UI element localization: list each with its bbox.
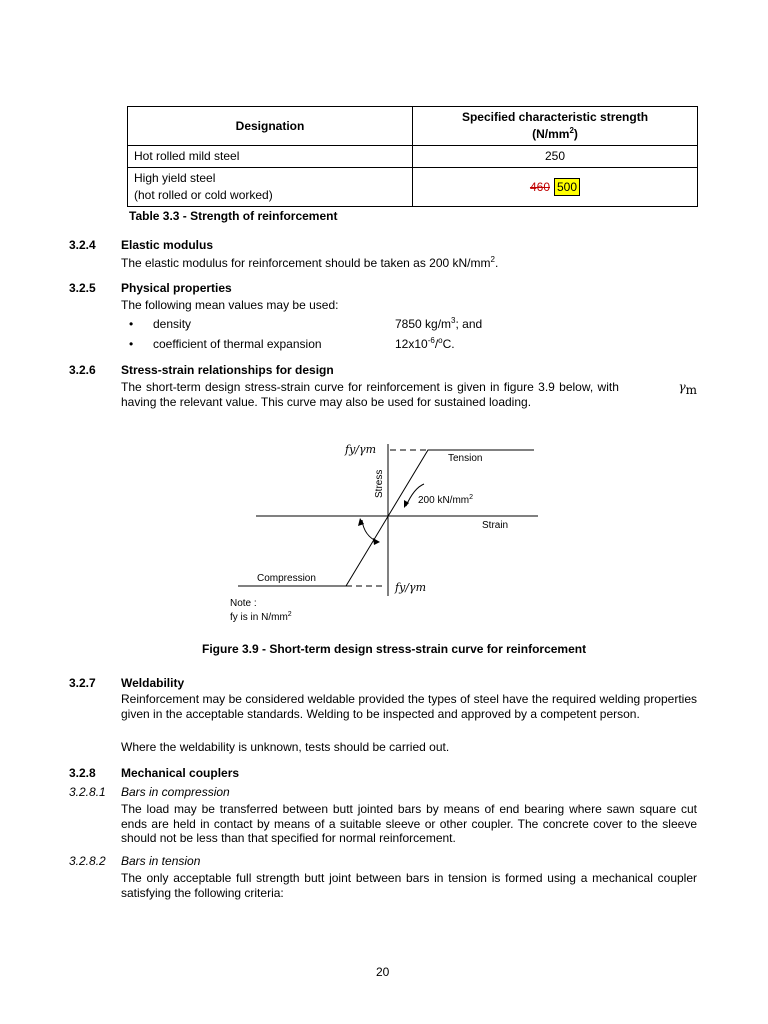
section-number: 3.2.7 [69, 676, 96, 690]
property-label: coefficient of thermal expansion [153, 337, 322, 351]
tension-label: Tension [448, 453, 483, 464]
section-title: Elastic modulus [121, 238, 214, 252]
elastic-modulus-text: The elastic modulus for reinforcement should be taken as 200 $kN/mm^2$. [121, 255, 499, 270]
physical-properties-intro: The following mean values may be used: [121, 298, 339, 312]
stress-label: Stress [374, 469, 385, 498]
subsection-number: 3.2.8.2 [69, 854, 106, 868]
note-text: fy is in $N/mm^2$ [230, 611, 292, 623]
compression-label: Compression [257, 573, 316, 584]
note-title: Note : [230, 598, 257, 609]
stress-strain-figure [228, 436, 548, 626]
table-cell-value [413, 168, 698, 207]
section-title: Physical properties [121, 281, 232, 295]
highlighted-value: 500 [554, 178, 580, 196]
subsection-number: 3.2.8.1 [69, 785, 106, 799]
section-number: 3.2.6 [69, 363, 96, 377]
table-header-designation: Designation [128, 107, 413, 146]
strain-label: Strain [482, 520, 509, 531]
section-number: 3.2.4 [69, 238, 96, 252]
section-number: 3.2.8 [69, 766, 96, 780]
section-title: Weldability [121, 676, 185, 690]
fy-gamma-bottom-label: fy/γm [395, 581, 426, 594]
table-header-strength: Specified characteristic strength $(N/mm^2)$ [413, 107, 698, 146]
subsection-title: Bars in compression [121, 785, 230, 799]
table-cell-designation: Hot rolled mild steel [128, 146, 413, 168]
table-row [128, 168, 698, 207]
section-number: 3.2.5 [69, 281, 96, 295]
bullet-icon: • [129, 337, 134, 351]
stress-strain-curve [238, 450, 534, 586]
fy-gamma-top-label: fy/γm [345, 443, 376, 456]
property-value: 7850 $kg/m^3$; and [395, 316, 483, 331]
modulus-label: 200 $kN/mm^2$ [418, 494, 474, 506]
table-cell-value: 250 [413, 146, 698, 168]
angle-arc [362, 520, 378, 542]
subsection-title: Bars in tension [121, 854, 201, 868]
property-value: $12x10^{-6}/^oC$. [395, 336, 455, 351]
table-cell-designation: High yield steel (hot rolled or cold worked) [128, 168, 413, 207]
bars-compression-para: The load may be transferred between butt jointed bars by means of end bearing where sawn square cut ends are held in contact by means of a suitable sleeve or other coupler. The concrete cover to the sleeve should not be less than that specified for normal reinforcement. [121, 802, 697, 845]
property-label: density [153, 317, 192, 331]
stress-strain-para: The short-term design stress-strain curve for reinforcement is given in figure 3.9 below, with γm having the relevant value. This curve may also be used for sustained loading. [121, 380, 697, 409]
bullet-icon: • [129, 317, 134, 331]
strength-table [127, 106, 698, 207]
figure-caption: Figure 3.9 - Short-term design stress-strain curve for reinforcement [202, 642, 587, 656]
table-row [128, 146, 698, 168]
weldability-para: Reinforcement may be considered weldable provided the types of steel have the required welding properties given in the acceptable standards. Welding to be inspected and approved by a competent person. [121, 692, 697, 721]
table-caption: Table 3.3 - Strength of reinforcement [129, 209, 338, 223]
arrow-head-icon [373, 538, 380, 545]
struck-value: 460 [529, 179, 550, 194]
section-title: Stress-strain relationships for design [121, 363, 334, 377]
bars-tension-para: The only acceptable full strength butt joint between bars in tension is formed using a mechanical coupler satisfying the following criteria: [121, 871, 697, 900]
section-title: Mechanical couplers [121, 766, 240, 780]
weldability-note: Where the weldability is unknown, tests should be carried out. [121, 740, 450, 754]
page-number: 20 [376, 965, 390, 979]
